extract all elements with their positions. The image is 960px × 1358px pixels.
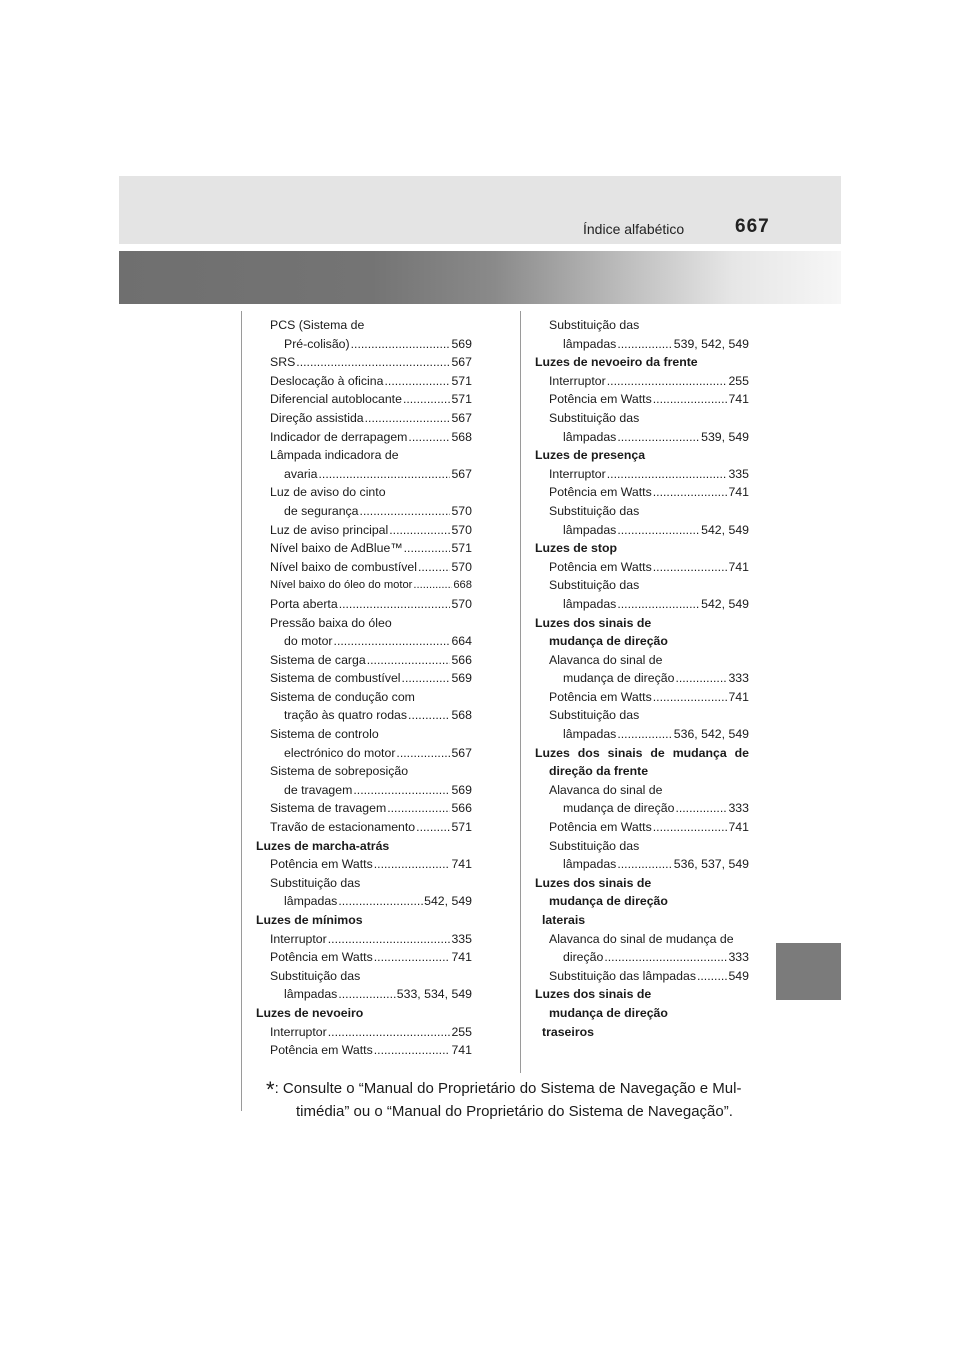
index-entry — [256, 390, 472, 409]
index-entry — [535, 372, 749, 391]
index-heading-text: laterais — [542, 913, 586, 927]
index-page-ref[interactable]: 571 — [451, 820, 472, 835]
index-entry-text: electrónico do motor — [284, 745, 396, 760]
index-heading-text: Luzes de stop — [535, 541, 617, 556]
footnote-marker: * — [266, 1077, 275, 1102]
leader-dots — [403, 390, 451, 409]
index-heading — [535, 911, 749, 930]
index-entry-text: Substituição das — [549, 410, 640, 425]
index-page-ref[interactable]: 333 — [728, 671, 749, 686]
index-entry — [256, 483, 472, 502]
index-page-ref[interactable]: 566 — [451, 801, 472, 816]
index-entry — [535, 818, 749, 837]
index-entry-text: Alavanca do sinal de — [549, 782, 663, 797]
index-heading — [535, 1004, 749, 1023]
index-page-ref[interactable]: 568 — [451, 708, 472, 723]
index-entry-text: Sistema de condução com — [270, 689, 415, 704]
index-heading-text: traseiros — [542, 1024, 594, 1039]
index-entry-text: Interruptor — [549, 466, 606, 481]
index-entry — [256, 521, 472, 540]
index-page-ref[interactable]: 741 — [728, 689, 749, 704]
index-entry — [535, 465, 749, 484]
index-entry-text: Nível baixo de AdBlue™ — [270, 541, 403, 556]
leader-dots — [384, 372, 450, 391]
index-entry-text: mudança de direção — [563, 801, 675, 816]
index-page-ref[interactable]: 333 — [728, 950, 749, 965]
index-entry-text: Substituição das — [549, 578, 640, 593]
index-page-ref[interactable]: 571 — [451, 373, 472, 388]
leader-dots — [365, 409, 451, 428]
footnote — [266, 1078, 756, 1123]
index-entry — [535, 502, 749, 521]
index-page-ref[interactable]: 533, 534, 549 — [396, 987, 472, 1002]
index-entry — [535, 948, 749, 967]
leader-dots — [617, 725, 672, 744]
index-entry-text: Alavanca do sinal de mudança de — [549, 931, 734, 946]
index-entry-text: lâmpadas — [563, 336, 617, 351]
index-page-ref[interactable]: 567 — [451, 466, 472, 481]
index-entry-text: direção — [563, 950, 604, 965]
index-entry — [535, 576, 749, 595]
index-entry-text: Direção assistida — [270, 410, 364, 425]
index-page-ref[interactable]: 571 — [451, 541, 472, 556]
leader-dots — [607, 465, 728, 484]
index-heading — [535, 614, 749, 633]
index-entry-text: SRS — [270, 355, 296, 370]
index-entry — [256, 688, 472, 707]
index-entry — [256, 818, 472, 837]
index-entry-text: lâmpadas — [284, 987, 338, 1002]
index-entry — [256, 558, 472, 577]
index-page-ref[interactable]: 567 — [451, 410, 472, 425]
leader-dots — [367, 651, 451, 670]
index-page-ref[interactable]: 539, 542, 549 — [673, 336, 749, 351]
index-entry — [256, 725, 472, 744]
column-divider — [520, 311, 521, 1073]
page-title: Índice alfabético — [583, 221, 685, 237]
footnote-line-2: timédia” ou o “Manual do Proprietário do Sistema de Navegação”. — [296, 1103, 733, 1120]
index-entry — [535, 669, 749, 688]
index-entry — [535, 799, 749, 818]
index-heading-text: Luzes de nevoeiro da frente — [535, 355, 698, 370]
index-entry — [256, 632, 472, 651]
index-page-ref[interactable]: 335 — [728, 466, 749, 481]
index-page-ref[interactable]: 568 — [451, 429, 472, 444]
index-entry — [535, 706, 749, 725]
index-entry — [256, 930, 472, 949]
index-entry — [256, 539, 472, 558]
index-entry-text: Sistema de travagem — [270, 801, 387, 816]
index-entry — [256, 372, 472, 391]
index-entry-text: lâmpadas — [563, 857, 617, 872]
index-heading-text: Luzes de presença — [535, 448, 646, 463]
index-entry — [256, 967, 472, 986]
leader-dots — [675, 669, 727, 688]
index-entry — [256, 409, 472, 428]
leader-dots — [389, 521, 450, 540]
index-heading-text: Luzes de marcha-atrás — [256, 838, 390, 853]
index-entry — [535, 483, 749, 502]
index-heading — [535, 539, 749, 558]
leader-dots — [617, 855, 672, 874]
index-entry — [256, 762, 472, 781]
index-heading-text: mudança de direção — [549, 1005, 668, 1020]
index-page-ref[interactable]: 335 — [451, 931, 472, 946]
index-entry-text: Potência em Watts — [549, 820, 652, 835]
index-heading — [535, 985, 749, 1004]
footnote-text-1: : Consulte o “Manual do Proprietário do Sistema de Navegação e Mul- — [274, 1080, 742, 1097]
page-number: 667 — [735, 216, 770, 237]
index-entry — [535, 595, 749, 614]
leader-dots — [617, 595, 700, 614]
leader-dots — [408, 706, 450, 725]
section-thumb-tab[interactable] — [776, 943, 841, 1000]
index-entry-text: Sistema de controlo — [270, 727, 379, 742]
index-heading — [535, 353, 749, 372]
index-heading-text: mudança de direção — [549, 634, 668, 649]
index-entry-text: Substituição das — [270, 968, 361, 983]
index-entry — [256, 985, 472, 1004]
index-entry — [256, 614, 472, 633]
leader-dots — [334, 632, 451, 651]
index-page-ref[interactable]: 549 — [728, 968, 749, 983]
index-entry — [535, 390, 749, 409]
index-heading — [535, 446, 749, 465]
index-page-ref[interactable]: 255 — [728, 373, 749, 388]
index-page-ref[interactable]: 539, 549 — [701, 429, 749, 444]
leader-dots — [653, 483, 728, 502]
leader-dots — [387, 799, 450, 818]
index-page-ref[interactable]: 542, 549 — [701, 596, 749, 611]
index-entry-text: Lâmpada indicadora de — [270, 448, 399, 463]
index-entry — [256, 744, 472, 763]
index-page-ref[interactable]: 741 — [451, 857, 472, 872]
index-entry — [535, 316, 749, 335]
leader-dots — [617, 335, 672, 354]
index-entry-text: Substituição das — [549, 708, 640, 723]
index-entry-text: Interruptor — [549, 373, 606, 388]
index-entry — [256, 502, 472, 521]
index-page-ref[interactable]: 569 — [451, 671, 472, 686]
index-page-ref[interactable]: 536, 542, 549 — [673, 727, 749, 742]
index-entry-text: Diferencial autoblocante — [270, 392, 402, 407]
leader-dots — [328, 930, 451, 949]
index-entry-text: mudança de direção — [563, 671, 675, 686]
index-entry-text: Substituição das — [549, 503, 640, 518]
index-entry-text: PCS (Sistema de — [270, 318, 365, 332]
index-entry — [256, 335, 472, 354]
index-entry — [256, 1023, 472, 1042]
index-page-ref[interactable]: 570 — [451, 522, 472, 537]
index-heading-text: Luzes de nevoeiro — [256, 1005, 364, 1020]
index-entry-text: Interruptor — [270, 931, 327, 946]
leader-dots — [653, 818, 728, 837]
index-page-ref[interactable]: 570 — [451, 503, 472, 518]
leader-dots — [396, 744, 450, 763]
leader-dots — [353, 781, 450, 800]
index-page-ref[interactable]: 570 — [451, 559, 472, 574]
index-entry-text: lâmpadas — [563, 522, 617, 537]
index-page-ref[interactable]: 741 — [451, 1043, 472, 1058]
leader-dots — [607, 372, 728, 391]
leader-dots — [374, 855, 451, 874]
leader-dots — [374, 1041, 451, 1060]
index-entry — [256, 874, 472, 893]
index-entry — [256, 595, 472, 614]
header-bar — [119, 176, 841, 244]
index-heading — [535, 1023, 749, 1042]
index-entry-text: Potência em Watts — [270, 857, 373, 872]
leader-dots — [338, 985, 395, 1004]
index-heading — [256, 1004, 472, 1023]
index-page-ref[interactable]: 542, 549 — [424, 894, 472, 909]
index-heading — [535, 762, 749, 781]
index-entry — [256, 316, 472, 335]
index-entry — [535, 688, 749, 707]
index-entry-text: Nível baixo de combustível — [270, 559, 417, 574]
leader-dots — [408, 428, 450, 447]
index-heading-text: Luzes dos sinais de mudança de — [535, 745, 749, 760]
index-page-ref[interactable]: 741 — [728, 820, 749, 835]
index-entry-text: Sistema de sobreposição — [270, 764, 409, 779]
index-entry — [256, 669, 472, 688]
index-page-ref[interactable]: 570 — [451, 596, 472, 611]
footnote-line-1 — [266, 1078, 756, 1101]
index-entry-text: de segurança — [284, 503, 359, 518]
leader-dots — [360, 502, 451, 521]
leader-dots — [653, 688, 728, 707]
index-entry-text: Potência em Watts — [549, 689, 652, 704]
index-entry — [256, 799, 472, 818]
index-entry-text: Potência em Watts — [549, 559, 652, 574]
index-entry — [256, 855, 472, 874]
leader-dots — [319, 465, 451, 484]
index-entry — [256, 465, 472, 484]
index-page-ref[interactable]: 741 — [728, 559, 749, 574]
index-entry — [535, 409, 749, 428]
index-entry — [535, 930, 749, 949]
leader-dots — [328, 1023, 451, 1042]
index-page-ref[interactable]: 741 — [728, 392, 749, 407]
index-page-ref[interactable]: 566 — [451, 652, 472, 667]
index-page-ref[interactable]: 255 — [451, 1024, 472, 1039]
index-entry — [256, 576, 472, 595]
index-heading — [256, 911, 472, 930]
index-column-left — [256, 316, 472, 1060]
index-entry-text: Nível baixo do óleo do motor — [270, 579, 413, 592]
index-entry-text: Potência em Watts — [270, 1043, 373, 1058]
index-heading-text: Luzes dos sinais de — [535, 987, 652, 1002]
index-entry-text: Pré-colisão) — [284, 336, 350, 351]
leader-dots — [404, 539, 451, 558]
index-heading-text: direção da frente — [549, 764, 649, 779]
leader-dots — [653, 558, 728, 577]
index-heading — [256, 837, 472, 856]
index-entry — [535, 855, 749, 874]
index-entry — [535, 558, 749, 577]
index-entry-text: lâmpadas — [563, 596, 617, 611]
leader-dots — [339, 595, 451, 614]
leader-dots — [413, 576, 452, 595]
index-entry — [256, 353, 472, 372]
index-entry-text: Sistema de carga — [270, 652, 366, 667]
index-heading-text: mudança de direção — [549, 894, 668, 909]
index-entry-text: Substituição das lâmpadas — [549, 968, 696, 983]
index-entry — [535, 428, 749, 447]
leader-dots — [604, 948, 727, 967]
index-entry — [535, 521, 749, 540]
index-entry — [256, 781, 472, 800]
index-entry-text: Potência em Watts — [270, 950, 373, 965]
left-margin-rule — [241, 311, 242, 1111]
index-entry — [256, 446, 472, 465]
index-entry-text: lâmpadas — [563, 727, 617, 742]
index-entry-text: de travagem — [284, 782, 353, 797]
index-entry-text: Alavanca do sinal de — [549, 652, 663, 667]
index-page-ref[interactable]: 571 — [451, 392, 472, 407]
index-page-ref[interactable]: 664 — [451, 634, 472, 649]
index-entry-text: lâmpadas — [563, 429, 617, 444]
header-gradient-band — [119, 251, 841, 304]
leader-dots — [653, 390, 728, 409]
leader-dots — [418, 558, 451, 577]
index-entry-text: avaria — [284, 466, 318, 481]
index-entry — [535, 651, 749, 670]
leader-dots — [697, 967, 728, 986]
leader-dots — [296, 353, 450, 372]
index-page-ref[interactable]: 333 — [728, 801, 749, 816]
index-entry — [256, 651, 472, 670]
index-entry-text: Sistema de combustível — [270, 671, 401, 686]
leader-dots — [617, 428, 700, 447]
index-page-ref[interactable]: 536, 537, 549 — [673, 857, 749, 872]
index-entry-text: tração às quatro rodas — [284, 708, 408, 723]
index-entry-text: Substituição das — [270, 875, 361, 890]
index-page-ref[interactable]: 567 — [451, 745, 472, 760]
index-page-ref[interactable]: 542, 549 — [701, 522, 749, 537]
index-entry — [256, 1041, 472, 1060]
index-entry — [256, 706, 472, 725]
leader-dots — [416, 818, 450, 837]
index-heading — [535, 632, 749, 651]
index-column-right — [535, 316, 749, 1041]
leader-dots — [675, 799, 727, 818]
index-entry-text: Luz de aviso do cinto — [270, 485, 386, 500]
index-entry-text: Potência em Watts — [549, 485, 652, 500]
index-heading-text: Luzes de mínimos — [256, 913, 363, 927]
index-entry-text: Substituição das — [549, 318, 640, 332]
index-entry-text: lâmpadas — [284, 894, 338, 909]
index-page-ref[interactable]: 569 — [451, 336, 472, 351]
index-entry — [256, 428, 472, 447]
index-entry — [535, 781, 749, 800]
index-entry — [535, 725, 749, 744]
leader-dots — [617, 521, 700, 540]
index-entry-text: Potência em Watts — [549, 392, 652, 407]
leader-dots — [351, 335, 451, 354]
leader-dots — [338, 892, 423, 911]
leader-dots — [402, 669, 451, 688]
index-entry-text: do motor — [284, 634, 333, 649]
index-page-ref[interactable]: 668 — [453, 579, 472, 592]
index-entry-text: Indicador de derrapagem — [270, 429, 408, 444]
index-entry-text: Substituição das — [549, 838, 640, 853]
index-page-ref[interactable]: 741 — [728, 485, 749, 500]
index-entry-text: Travão de estacionamento — [270, 820, 416, 835]
index-heading-text: Luzes dos sinais de — [535, 615, 652, 630]
index-page-ref[interactable]: 569 — [451, 782, 472, 797]
index-heading — [535, 744, 749, 763]
index-entry-text: Pressão baixa do óleo — [270, 615, 392, 630]
index-entry — [256, 948, 472, 967]
index-heading — [535, 874, 749, 893]
index-page-ref[interactable]: 741 — [451, 950, 472, 965]
index-entry-text: Luz de aviso principal — [270, 522, 389, 537]
index-entry — [535, 335, 749, 354]
index-heading — [535, 892, 749, 911]
index-entry-text: Deslocação à oficina — [270, 373, 384, 388]
index-entry — [535, 967, 749, 986]
index-entry — [256, 892, 472, 911]
index-entry-text: Porta aberta — [270, 596, 338, 611]
index-page-ref[interactable]: 567 — [451, 355, 472, 370]
leader-dots — [374, 948, 451, 967]
index-entry — [535, 837, 749, 856]
index-entry-text: Interruptor — [270, 1024, 327, 1039]
index-heading-text: Luzes dos sinais de — [535, 875, 652, 890]
